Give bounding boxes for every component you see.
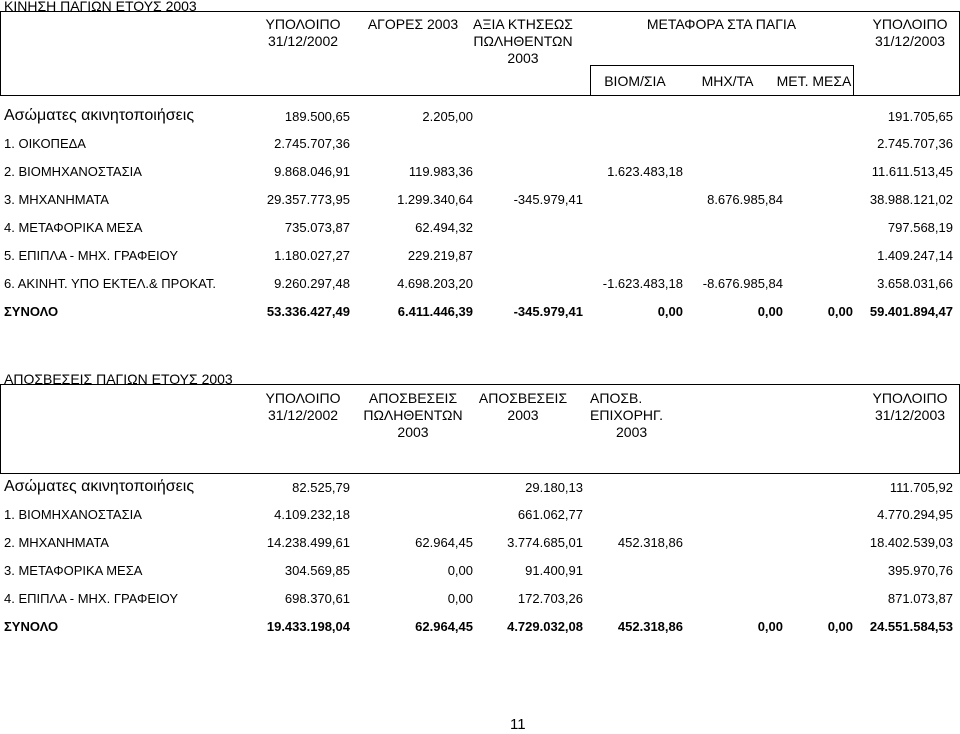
row-label: 4. ΕΠΙΠΛΑ - ΜΗΧ. ΓΡΑΦΕΙΟΥ <box>4 591 178 606</box>
cell-value: 119.983,36 <box>408 164 473 179</box>
cell-value: 91.400,91 <box>525 563 583 578</box>
header2-disposals: ΑΠΟΣΒΕΣΕΙΣ ΠΩΛΗΘΕΝΤΩΝ 2003 <box>363 390 463 440</box>
header-closing: ΥΠΟΛΟΙΠΟ 31/12/2003 <box>872 16 948 49</box>
cell-value: 1.180.027,27 <box>274 248 350 263</box>
header2-depreciation: ΑΠΟΣΒΕΣΕΙΣ 2003 <box>478 390 568 423</box>
cell-value: 1.299.340,64 <box>397 192 473 207</box>
header2-opening: ΥΠΟΛΟΙΠΟ 31/12/2002 <box>265 390 341 423</box>
cell-value: 0,00 <box>447 591 473 606</box>
cell-value: 871.073,87 <box>887 591 953 606</box>
cell-value: 2.205,00 <box>422 109 473 124</box>
cell-value: 38.988.121,02 <box>869 192 953 207</box>
row-label: 2. ΜΗΧΑΝΗΜΑΤΑ <box>4 535 109 550</box>
cell-value: 82.525,79 <box>292 480 350 495</box>
cell-value: 3.658.031,66 <box>877 276 953 291</box>
header-disposals: ΑΞΙΑ ΚΤΗΣΕΩΣ ΠΩΛΗΘΕΝΤΩΝ 2003 <box>473 16 573 66</box>
header2-closing: ΥΠΟΛΟΙΠΟ 31/12/2003 <box>872 390 948 423</box>
row-label: 3. ΜΗΧΑΝΗΜΑΤΑ <box>4 192 109 207</box>
cell-value: 0,00 <box>757 619 783 634</box>
header-transfer-industrial: ΒΙΟΜ/ΣΙΑ <box>604 73 666 89</box>
cell-value: 304.569,85 <box>284 563 350 578</box>
cell-value: 797.568,19 <box>887 220 953 235</box>
header2-grant: ΑΠΟΣΒ. ΕΠΙΧΟΡΗΓ. 2003 <box>590 390 664 440</box>
cell-value: 172.703,26 <box>517 591 583 606</box>
row-label: ΣΥΝΟΛΟ <box>4 304 59 319</box>
row-label: 3. ΜΕΤΑΦΟΡΙΚΑ ΜΕΣΑ <box>4 563 143 578</box>
row-label: 6. ΑΚΙΝΗΤ. ΥΠΟ ΕΚΤΕΛ.& ΠΡΟΚΑΤ. <box>4 276 216 291</box>
cell-value: 29.357.773,95 <box>266 192 350 207</box>
cell-value: 4.109.232,18 <box>274 507 350 522</box>
row-label: Ασώματες ακινητοποιήσεις <box>4 107 195 124</box>
cell-value: 2.745.707,36 <box>274 136 350 151</box>
section1-header-divider <box>590 95 853 96</box>
cell-value: 14.238.499,61 <box>266 535 350 550</box>
cell-value: 191.705,65 <box>887 109 953 124</box>
cell-value: 452.318,86 <box>617 535 683 550</box>
row-label: 5. ΕΠΙΠΛΑ - ΜΗΧ. ΓΡΑΦΕΙΟΥ <box>4 248 178 263</box>
cell-value: 0,00 <box>447 563 473 578</box>
header-purchases: ΑΓΟΡΕΣ 2003 <box>367 16 459 32</box>
cell-value: 111.705,92 <box>889 480 953 495</box>
cell-value: 62.494,32 <box>415 220 473 235</box>
cell-value: 8.676.985,84 <box>707 192 783 207</box>
cell-value: 735.073,87 <box>284 220 350 235</box>
cell-value: 62.964,45 <box>415 535 473 550</box>
cell-value: 189.500,65 <box>284 109 350 124</box>
page-number: 11 <box>510 716 526 733</box>
cell-value: -345.979,41 <box>513 304 583 319</box>
cell-value: 0,00 <box>757 304 783 319</box>
cell-value: 9.260.297,48 <box>274 276 350 291</box>
cell-value: 11.611.513,45 <box>871 164 953 179</box>
cell-value: 661.062,77 <box>517 507 583 522</box>
cell-value: 0,00 <box>827 304 853 319</box>
cell-value: 4.698.203,20 <box>397 276 473 291</box>
cell-value: 229.219,87 <box>407 248 473 263</box>
section1-header-divider <box>853 65 854 95</box>
section1-header-divider <box>590 65 853 66</box>
header-opening: ΥΠΟΛΟΙΠΟ 31/12/2002 <box>265 16 341 49</box>
cell-value: 24.551.584,53 <box>869 619 953 634</box>
cell-value: 53.336.427,49 <box>266 304 350 319</box>
cell-value: -1.623.483,18 <box>602 276 683 291</box>
row-label: 2. ΒΙΟΜΗΧΑΝΟΣΤΑΣΙΑ <box>4 164 142 179</box>
cell-value: 59.401.894,47 <box>869 304 953 319</box>
cell-value: 452.318,86 <box>617 619 683 634</box>
header-transfer-machinery: ΜΗΧ/ΤΑ <box>701 73 754 89</box>
cell-value: 1.409.247,14 <box>877 248 953 263</box>
cell-value: 2.745.707,36 <box>877 136 953 151</box>
row-label: 1. ΒΙΟΜΗΧΑΝΟΣΤΑΣΙΑ <box>4 507 142 522</box>
cell-value: 4.729.032,08 <box>507 619 583 634</box>
cell-value: -345.979,41 <box>513 192 583 207</box>
cell-value: 0,00 <box>657 304 683 319</box>
cell-value: 3.774.685,01 <box>507 535 583 550</box>
cell-value: 6.411.446,39 <box>397 304 473 319</box>
row-label: ΣΥΝΟΛΟ <box>4 619 59 634</box>
cell-value: 29.180,13 <box>525 480 583 495</box>
row-label: Ασώματες ακινητοποιήσεις <box>4 478 195 495</box>
cell-value: 9.868.046,91 <box>274 164 350 179</box>
cell-value: 18.402.539,03 <box>869 535 953 550</box>
header-transfers: ΜΕΤΑΦΟΡΑ ΣΤΑ ΠΑΓΙΑ <box>646 16 797 32</box>
section1-title: ΚΙΝΗΣΗ ΠΑΓΙΩΝ ΕΤΟΥΣ 2003 <box>4 0 197 14</box>
cell-value: 395.970,76 <box>887 563 953 578</box>
cell-value: -8.676.985,84 <box>702 276 783 291</box>
cell-value: 62.964,45 <box>415 619 473 634</box>
cell-value: 0,00 <box>827 619 853 634</box>
cell-value: 698.370,61 <box>284 591 350 606</box>
cell-value: 1.623.483,18 <box>607 164 683 179</box>
section2-title: ΑΠΟΣΒΕΣΕΙΣ ΠΑΓΙΩΝ ΕΤΟΥΣ 2003 <box>4 371 233 387</box>
cell-value: 4.770.294,95 <box>877 507 953 522</box>
cell-value: 19.433.198,04 <box>266 619 350 634</box>
row-label: 4. ΜΕΤΑΦΟΡΙΚΑ ΜΕΣΑ <box>4 220 143 235</box>
header-transfer-vehicles: ΜΕΤ. ΜΕΣΑ <box>776 73 852 89</box>
row-label: 1. ΟΙΚΟΠΕΔΑ <box>4 136 86 151</box>
